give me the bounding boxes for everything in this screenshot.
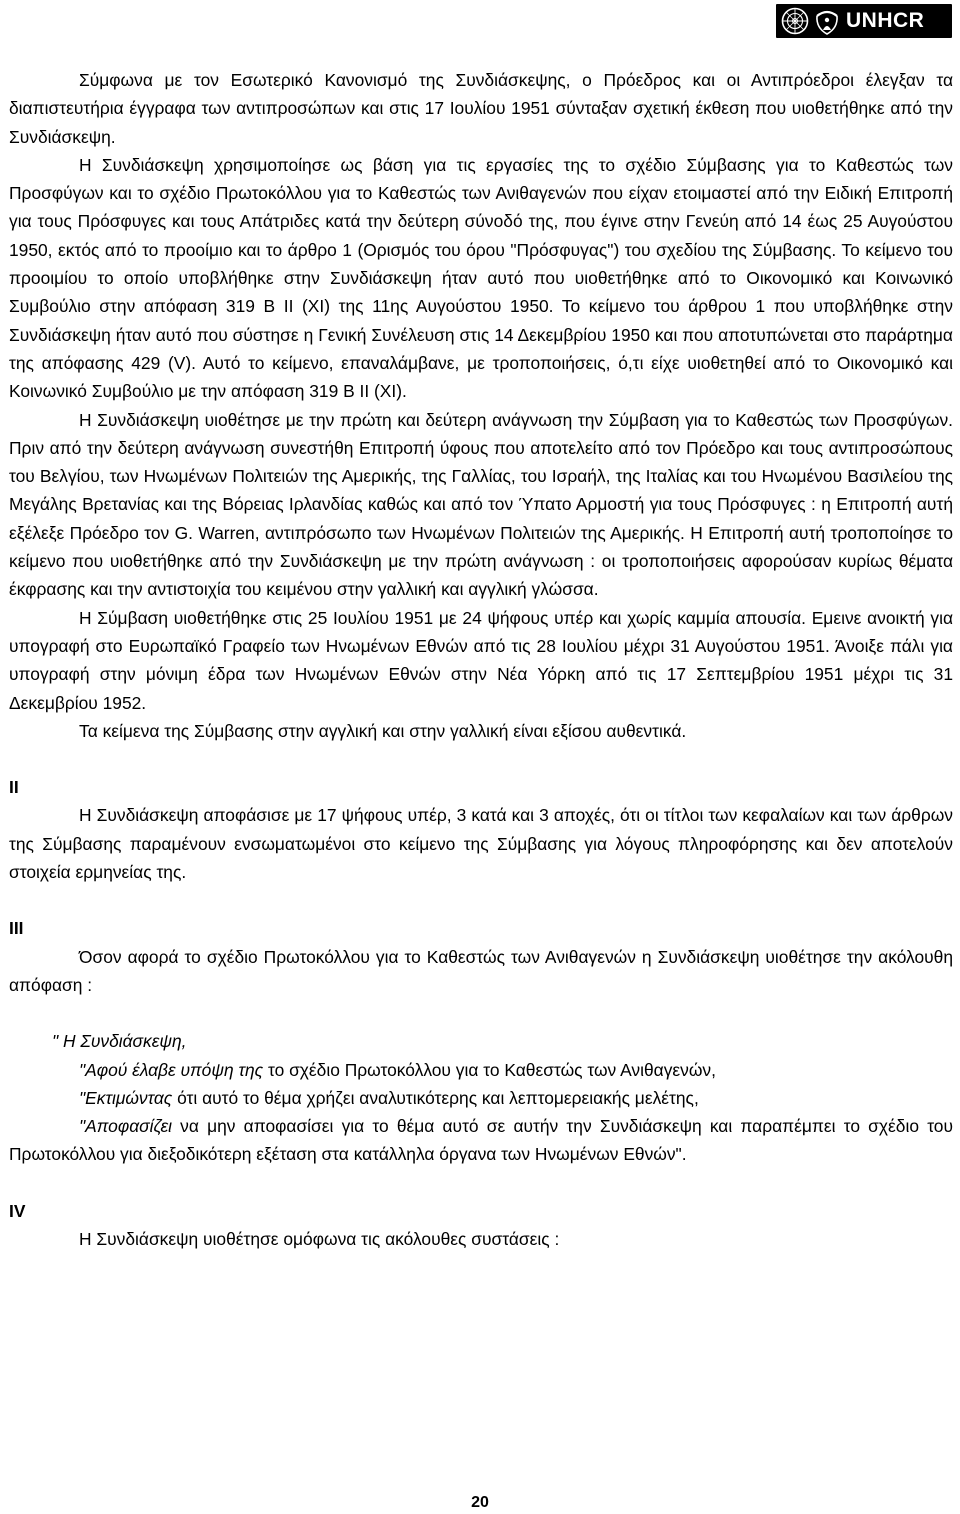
resolution-line-1-lead: "Αφού έλαβε υπόψη της — [79, 1059, 264, 1080]
section-iii-text: Όσον αφορά το σχέδιο Πρωτοκόλλου για το Καθεστώς των Ανιθαγενών η Συνδιάσκεψη υιοθέτησε την ακόλουθη απόφαση : — [9, 946, 953, 995]
section-iii-heading: III — [9, 918, 24, 939]
paragraph-credentials: Σύμφωνα με τον Εσωτερικό Κανονισμό της Συνδιάσκεψης, ο Πρόεδρος και οι Αντιπρόεδροι έλεγξαν τα διαπιστευτήρια έγγραφα των αντιπροσώπων και στις 17 Ιουλίου 1951 σύνταξαν σχετική έκθεση που υιοθετήθηκε από την Συνδιάσκεψη. — [9, 70, 953, 147]
resolution-line-2-lead: "Εκτιμώντας — [79, 1087, 173, 1108]
section-ii-text: Η Συνδιάσκεψη αποφάσισε με 17 ψήφους υπέρ, 3 κατά και 3 αποχές, ότι οι τίτλοι των κεφαλαίων και των άρθρων της Σύμβασης παραμένουν ενσωματωμένοι στο κείμενο της Σύμβασης για λόγους πληροφόρησης και δεν αποτελούν στοιχεία ερμηνείας της. — [9, 805, 953, 883]
resolution-line-1-rest: το σχέδιο Πρωτοκόλλου για το Καθεστώς των Ανιθαγενών, — [263, 1059, 716, 1080]
resolution-line-2-rest: ότι αυτό το θέμα χρήζει αναλυτικότερης και λεπτομερειακής μελέτης, — [172, 1087, 699, 1108]
resolution-opening-text: " Η Συνδιάσκεψη, — [52, 1031, 187, 1052]
paragraph-working-basis: Η Συνδιάσκεψη χρησιμοποίησε ως βάση για τις εργασίες της το σχέδιο Σύμβασης για το Καθεστώς των Προσφύγων και το σχέδιο Πρωτοκόλλου για το Καθεστώς των Ανιθαγενών που είχαν ετοιμαστεί από την Ειδική Επιτροπή για τους Πρόσφυγες και τους Απάτριδες κατά την δεύτερη σύνοδό της, που έγινε στην Γενεύη από 14 έως 25 Αυγούστου 1950, εκτός από το προοίμιο και το άρθρο 1 (Ορισμός του όρου "Πρόσφυγας") του σχεδίου της Σύμβασης. Το κείμενο του προοιμίου το οποίο υποβλήθηκε στην Συνδιάσκεψη ήταν αυτό που υιοθετήθηκε από το Οικονομικό και Κοινωνικό Συμβούλιο στην απόφαση 319 Β ΙΙ (ΧΙ) της 11ης Αυγούστου 1950. Το κείμενο του άρθρου 1 που υποβλήθηκε στην Συνδιάσκεψη ήταν αυτό που σύστησε η Γενική Συνέλευση στις 14 Δεκεμβρίου 1950 και που αποτυπώνεται στο παράρτημα της απόφασης 429 (V). Αυτό το κείμενο, επαναλάμβανε, με τροποποιήσεις, ό,τι είχε υιοθετηθεί από το Οικονομικό και Κοινωνικό Συμβούλιο με την απόφαση 319 Β ΙΙ (ΧΙ). — [9, 154, 953, 402]
resolution-opening — [9, 1027, 953, 1055]
resolution-line-3 — [9, 1112, 953, 1169]
unhcr-logo — [776, 4, 952, 38]
logo-text: UNHCR — [846, 9, 925, 32]
unhcr-emblem-icon — [814, 6, 840, 36]
un-emblem-icon — [780, 6, 810, 36]
paragraph-readings: Η Συνδιάσκεψη υιοθέτησε με την πρώτη και δεύτερη ανάγνωση την Σύμβαση για το Καθεστώς των Προσφύγων. Πριν από την δεύτερη ανάγνωση συνεστήθη Επιτροπή ύφους που αποτελείτο από τον Πρόεδρο και τους αντιπροσώπους του Βελγίου, των Ηνωμένων Πολιτειών της Αμερικής, της Γαλλίας, του Ισραήλ, της Ιταλίας και του Ηνωμένου Βασιλείου της Μεγάλης Βρετανίας και της Βόρειας Ιρλανδίας καθώς και από τον Ύπατο Αρμοστή για τους Πρόσφυγες : η Επιτροπή αυτή εξέλεξε Πρόεδρο τον G. Warren, αντιπρόσωπο των Ηνωμένων Πολιτειών της Αμερικής. Η Επιτροπή αυτή τροποποίησε το κείμενο που υιοθετήθηκε από την Συνδιάσκεψη με την πρώτη ανάγνωση : οι τροποποιήσεις αφορούσαν κυρίως θέματα έκφρασης και την αντιστοιχία του κειμένου στην γαλλική και αγγλική γλώσσα. — [9, 409, 953, 600]
resolution-line-1 — [9, 1056, 953, 1084]
section-iv-text: Η Συνδιάσκεψη υιοθέτησε ομόφωνα τις ακόλουθες συστάσεις : — [79, 1228, 560, 1249]
resolution-line-3-lead: "Αποφασίζει — [79, 1116, 172, 1137]
resolution-line-3-rest: να μην αποφασίσει για το θέμα αυτό σε αυτήν την Συνδιάσκεψη και παραπέμπει το σχέδιο του Πρωτοκόλλου για διεξοδικότερη εξέταση στα κατάλληλα όργανα των Ηνωμένων Εθνών". — [9, 1116, 953, 1165]
section-iv-heading: IV — [9, 1200, 26, 1221]
page-number: 20 — [471, 1494, 489, 1511]
section-ii-heading: II — [9, 777, 19, 798]
paragraph-authentic-texts: Τα κείμενα της Σύμβασης στην αγγλική και στην γαλλική είναι εξίσου αυθεντικά. — [79, 720, 687, 741]
resolution-line-2 — [9, 1084, 953, 1112]
document-body — [9, 66, 953, 1253]
paragraph-adoption: Η Σύμβαση υιοθετήθηκε στις 25 Ιουλίου 1951 με 24 ψήφους υπέρ και χωρίς καμμία απουσία. Εμεινε ανοικτή για υπογραφή στο Ευρωπαϊκό Γραφείο των Ηνωμένων Εθνών από τις 28 Ιουλίου μέχρι 31 Αυγούστου 1951. Άνοιξε πάλι για υπογραφή στην μόνιμη έδρα των Ηνωμένων Εθνών στην Νέα Υόρκη από τις 17 Σεπτεμβρίου 1951 μέχρι τις 31 Δεκεμβρίου 1952. — [9, 607, 953, 713]
